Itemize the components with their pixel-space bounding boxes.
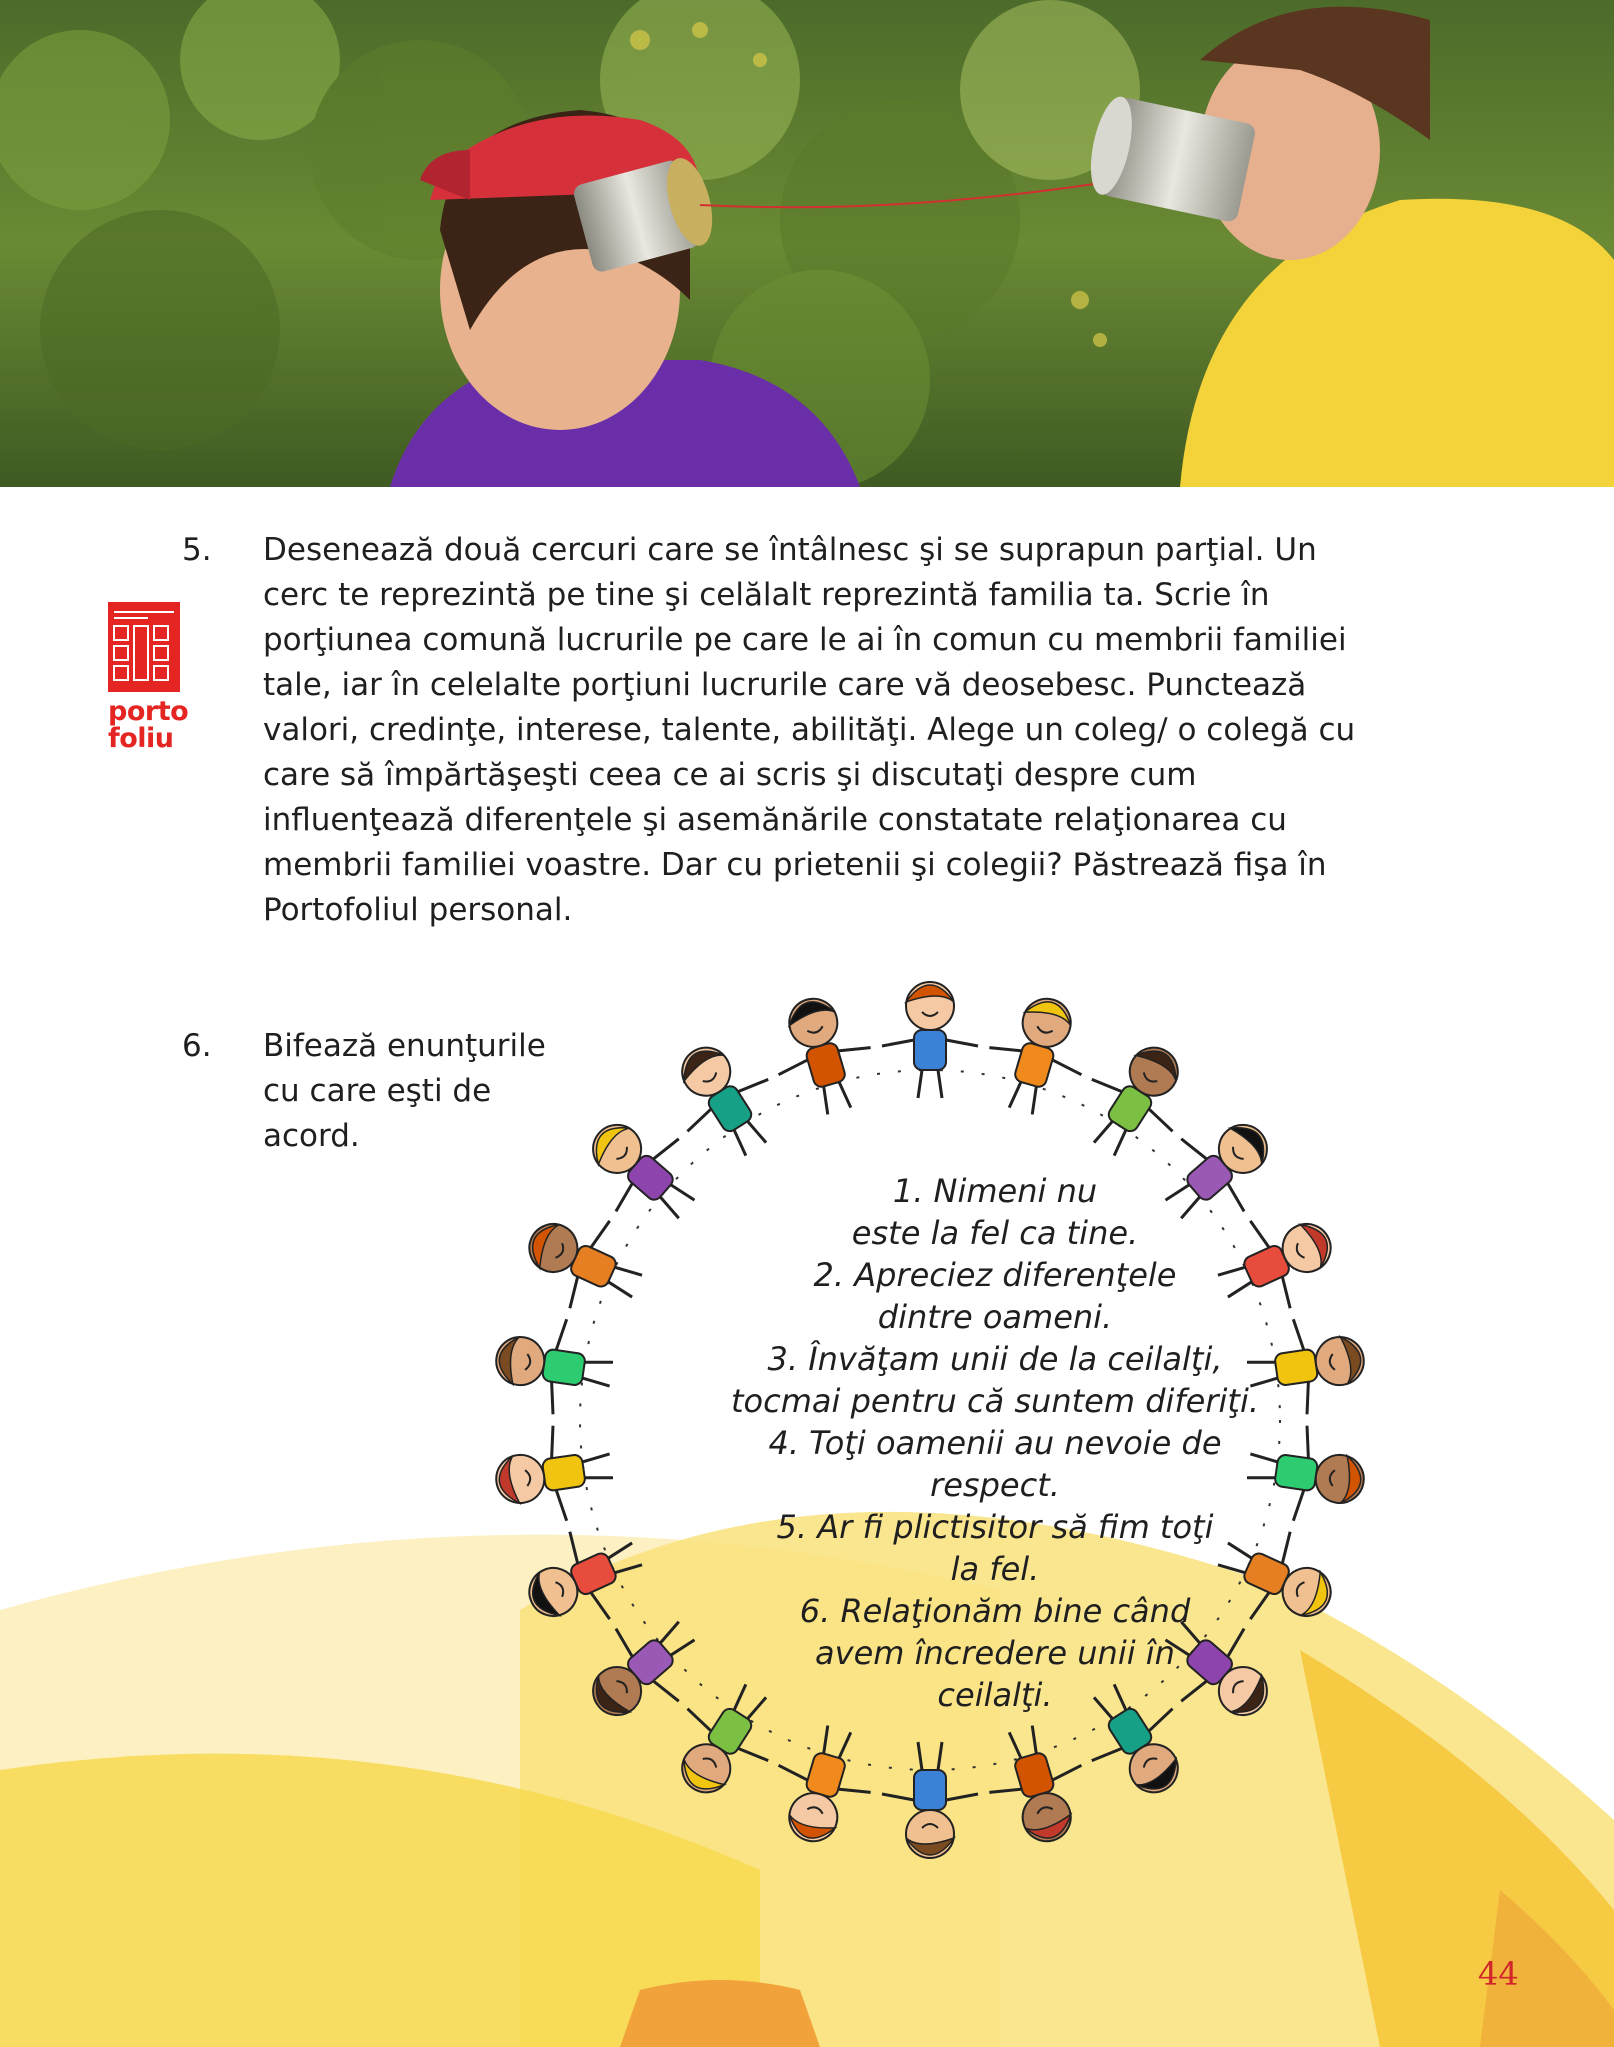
task-line: membrii familiei voastre. Dar cu prietenii şi colegii? Păstrează fişa în bbox=[263, 847, 1327, 883]
portfolio-logo bbox=[108, 602, 189, 754]
tin-can-phone-illustration bbox=[0, 0, 1614, 487]
cartoon-child bbox=[975, 986, 1100, 1124]
task-line: Portofoliul personal. bbox=[263, 892, 573, 928]
statement-line: la fel. bbox=[950, 1550, 1040, 1588]
task-line: valori, credinţe, interese, talente, abilităţi. Alege un coleg/ o colegă cu bbox=[263, 712, 1356, 748]
cartoon-child bbox=[512, 1510, 657, 1645]
cartoon-child bbox=[882, 1742, 978, 1858]
task-line: Bifează enunţurile bbox=[263, 1028, 546, 1064]
statement-line: 1. Nimeni nu bbox=[892, 1172, 1098, 1210]
statement-line: 2. Apreciez diferenţele bbox=[813, 1256, 1177, 1294]
cartoon-child bbox=[490, 1418, 619, 1530]
statement-line: 3. Învăţam unii de la ceilalţi, bbox=[767, 1340, 1223, 1378]
cartoon-child bbox=[882, 982, 978, 1098]
cartoon-child bbox=[1064, 1026, 1207, 1175]
task-number: 6. bbox=[182, 1028, 212, 1064]
statement-line: 6. Relaţionăm bine când bbox=[799, 1592, 1191, 1630]
header-photo bbox=[0, 0, 1614, 487]
cartoon-child bbox=[653, 1026, 796, 1175]
cartoon-child bbox=[975, 1715, 1100, 1853]
task-line: influenţează diferenţele şi asemănările constatate relaţionarea cu bbox=[263, 802, 1287, 838]
task-line: porţiunea comună lucrurile pe care le ai în comun cu membrii familiei bbox=[263, 622, 1347, 658]
statement-line: avem încredere unii în bbox=[815, 1634, 1175, 1672]
statement-line: 4. Toţi oamenii au nevoie de bbox=[768, 1424, 1222, 1462]
agreement-statements bbox=[690, 1170, 1300, 1716]
cartoon-child bbox=[760, 1715, 885, 1853]
task-line: cu care eşti de bbox=[263, 1073, 492, 1109]
portfolio-logo-text bbox=[108, 696, 189, 754]
task-line: care să împărtăşeşti ceea ce ai scris şi discutaţi despre cum bbox=[263, 757, 1197, 793]
logo-line2: foliu bbox=[108, 723, 174, 754]
cartoon-child bbox=[490, 1310, 619, 1422]
task-number: 5. bbox=[182, 532, 212, 568]
portfolio-logo-icon bbox=[108, 602, 180, 692]
statement-line: este la fel ca tine. bbox=[851, 1214, 1139, 1252]
task-line: cerc te reprezintă pe tine şi celălalt reprezintă familia ta. Scrie în bbox=[263, 577, 1270, 613]
statement-line: ceilalţi. bbox=[937, 1676, 1053, 1714]
task-line: acord. bbox=[263, 1118, 360, 1154]
statement-line: respect. bbox=[930, 1466, 1060, 1504]
logo-line1: porto bbox=[108, 696, 189, 727]
task-body bbox=[263, 528, 1463, 933]
task-line: Desenează două cercuri care se întâlnesc şi se suprapun parţial. Un bbox=[263, 532, 1317, 568]
statement-line: 5. Ar fi plictisitor să fim toţi bbox=[776, 1508, 1214, 1546]
page-number: 44 bbox=[1478, 1955, 1519, 1993]
statement-line: dintre oameni. bbox=[877, 1298, 1113, 1336]
task-line: tale, iar în celelalte porţiuni lucrurile care vă deosebesc. Punctează bbox=[263, 667, 1307, 703]
statement-line: tocmai pentru că suntem diferiţi. bbox=[731, 1382, 1259, 1420]
cartoon-child bbox=[512, 1194, 657, 1329]
